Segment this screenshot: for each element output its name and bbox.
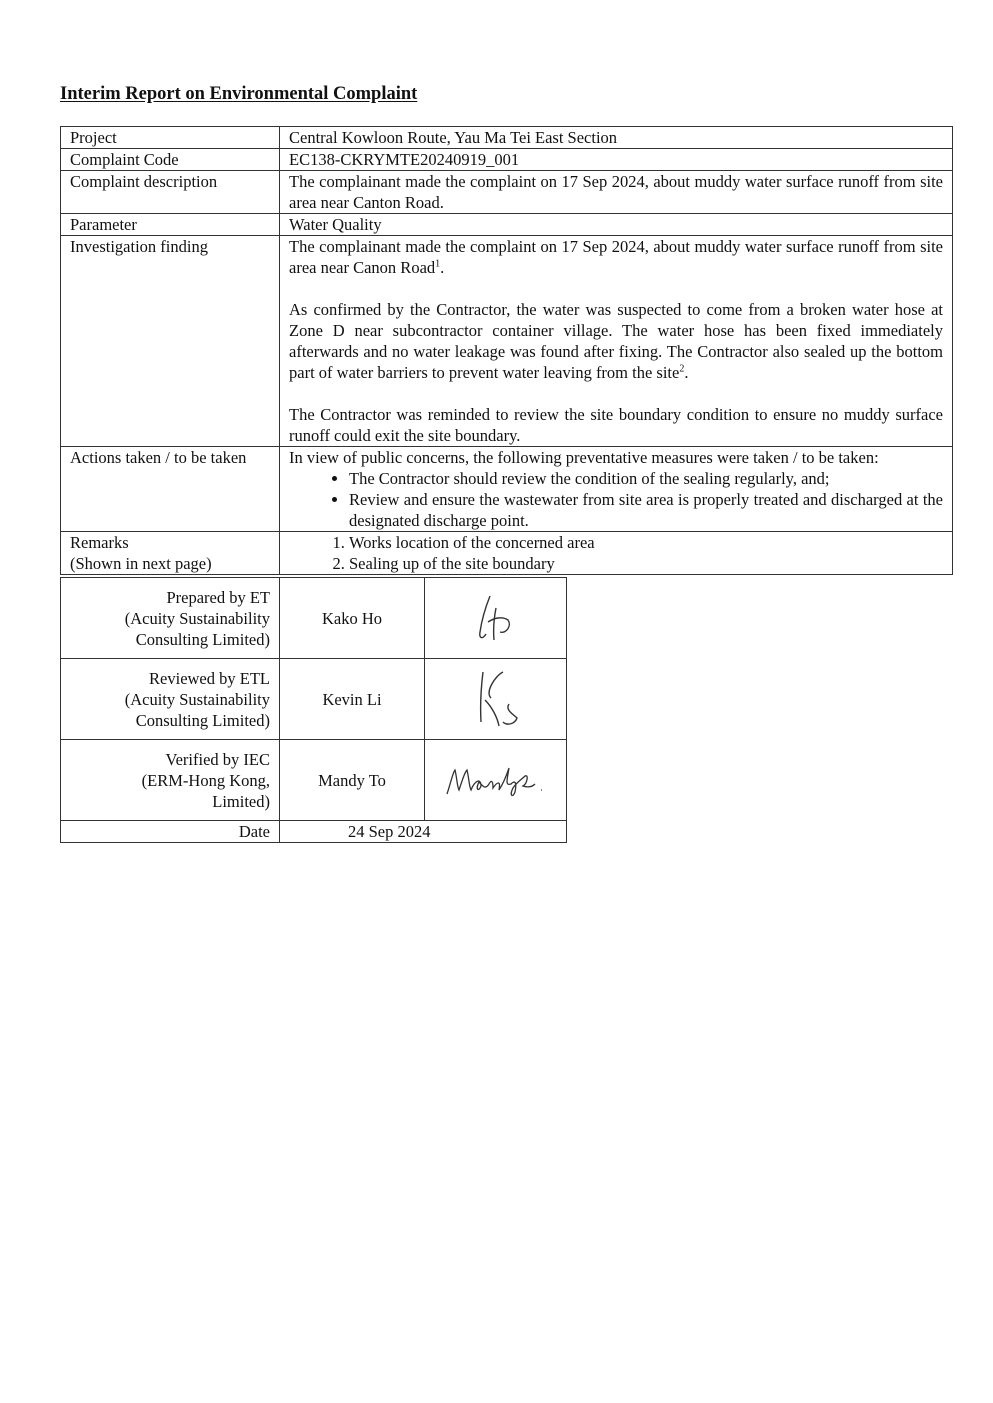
- parameter-label: Parameter: [61, 214, 280, 236]
- prepared-signature: [425, 578, 567, 659]
- signature-image: [466, 588, 526, 648]
- prepared-org-line: Consulting Limited): [135, 629, 270, 649]
- report-title: Interim Report on Environmental Complaint: [60, 84, 418, 104]
- table-row-actions: [61, 447, 953, 532]
- project-label: Project: [61, 127, 280, 149]
- table-row-complaint-code: [61, 149, 953, 171]
- actions-label: Actions taken / to be taken: [61, 447, 280, 532]
- list-item: 2. Sealing up of the site boundary: [349, 553, 943, 574]
- actions-list: [289, 468, 943, 531]
- footnote-marker: 2: [679, 363, 685, 375]
- footnote-marker: 1: [435, 258, 441, 270]
- prepared-role: [61, 578, 280, 659]
- list-item: • Review and ensure the wastewater from site area is properly treated and discharged at the designated discharge point.: [349, 489, 943, 531]
- investigation-finding-label: Investigation finding: [61, 236, 280, 447]
- remarks-list: [289, 532, 943, 574]
- date-label: Date: [61, 821, 280, 843]
- signature-image: [441, 760, 551, 800]
- prepared-role-line: Prepared by ET: [166, 587, 270, 607]
- signature-image: [461, 664, 531, 734]
- verified-org-line: Limited): [212, 791, 270, 811]
- list-item: 1. Works location of the concerned area: [349, 532, 943, 553]
- reviewed-signature: [425, 659, 567, 740]
- reviewed-name: Kevin Li: [280, 659, 425, 740]
- reviewed-org-line: Consulting Limited): [135, 710, 270, 730]
- remarks-value: [280, 532, 953, 575]
- table-row-investigation-finding: [61, 236, 953, 447]
- finding-paragraph-1-text: The complainant made the complaint on 17 Sep 2024, about muddy water surface runoff from site area near Canon Road: [289, 237, 943, 277]
- complaint-details-table: [60, 126, 953, 575]
- remarks-label: Remarks: [70, 533, 129, 552]
- signoff-row-prepared: [61, 578, 567, 659]
- complaint-description-value: The complainant made the complaint on 17 Sep 2024, about muddy water surface runoff from site area near Canton Road.: [280, 171, 953, 214]
- table-row-complaint-description: [61, 171, 953, 214]
- list-item: • The Contractor should review the condition of the sealing regularly, and;: [349, 468, 943, 489]
- table-row-remarks: [61, 532, 953, 575]
- date-value: 24 Sep 2024: [280, 821, 567, 843]
- verified-role-line: Verified by IEC: [165, 749, 270, 769]
- table-row-project: [61, 127, 953, 149]
- signoff-row-reviewed: [61, 659, 567, 740]
- reviewed-role: [61, 659, 280, 740]
- reviewed-role-line: Reviewed by ETL: [149, 668, 270, 688]
- actions-value: [280, 447, 953, 532]
- parameter-value: Water Quality: [280, 214, 953, 236]
- finding-paragraph-3: The Contractor was reminded to review the site boundary condition to ensure no muddy surface runoff could exit the site boundary.: [289, 405, 943, 445]
- remarks-sublabel: (Shown in next page): [70, 554, 212, 573]
- verified-signature: [425, 740, 567, 821]
- finding-paragraph-2-text: As confirmed by the Contractor, the water was suspected to come from a broken water hose at Zone D near subcontractor container village. The water hose has been fixed immediately afterwards and no water leakage was found after fixing. The Contractor also sealed up the bottom part of water barriers to prevent water leaving from the site: [289, 300, 943, 382]
- prepared-name: Kako Ho: [280, 578, 425, 659]
- signoff-row-date: [61, 821, 567, 843]
- complaint-code-value: EC138-CKRYMTE20240919_001: [280, 149, 953, 171]
- complaint-code-label: Complaint Code: [61, 149, 280, 171]
- complaint-description-label: Complaint description: [61, 171, 280, 214]
- investigation-finding-value: [280, 236, 953, 447]
- verified-name: Mandy To: [280, 740, 425, 821]
- reviewed-org-line: (Acuity Sustainability: [124, 689, 270, 709]
- project-value: Central Kowloon Route, Yau Ma Tei East Section: [280, 127, 953, 149]
- prepared-org-line: (Acuity Sustainability: [124, 608, 270, 628]
- finding-paragraph-1: The complainant made the complaint on 17 Sep 2024, about muddy water surface runoff from site area near Canon Road$^1$.: [289, 237, 943, 277]
- table-row-parameter: [61, 214, 953, 236]
- signoff-table: [60, 577, 567, 843]
- remarks-label-cell: [61, 532, 280, 575]
- signoff-row-verified: [61, 740, 567, 821]
- finding-paragraph-2: As confirmed by the Contractor, the water was suspected to come from a broken water hose at Zone D near subcontractor container village. The water hose has been fixed immediately afterwards and no water leakage was found after fixing. The Contractor also sealed up the bottom part of water barriers to prevent water leaving from the site$^2$.: [289, 300, 943, 382]
- verified-role: [61, 740, 280, 821]
- verified-org-line: (ERM-Hong Kong,: [141, 770, 270, 790]
- actions-intro: In view of public concerns, the following preventative measures were taken / to be taken:: [289, 448, 879, 467]
